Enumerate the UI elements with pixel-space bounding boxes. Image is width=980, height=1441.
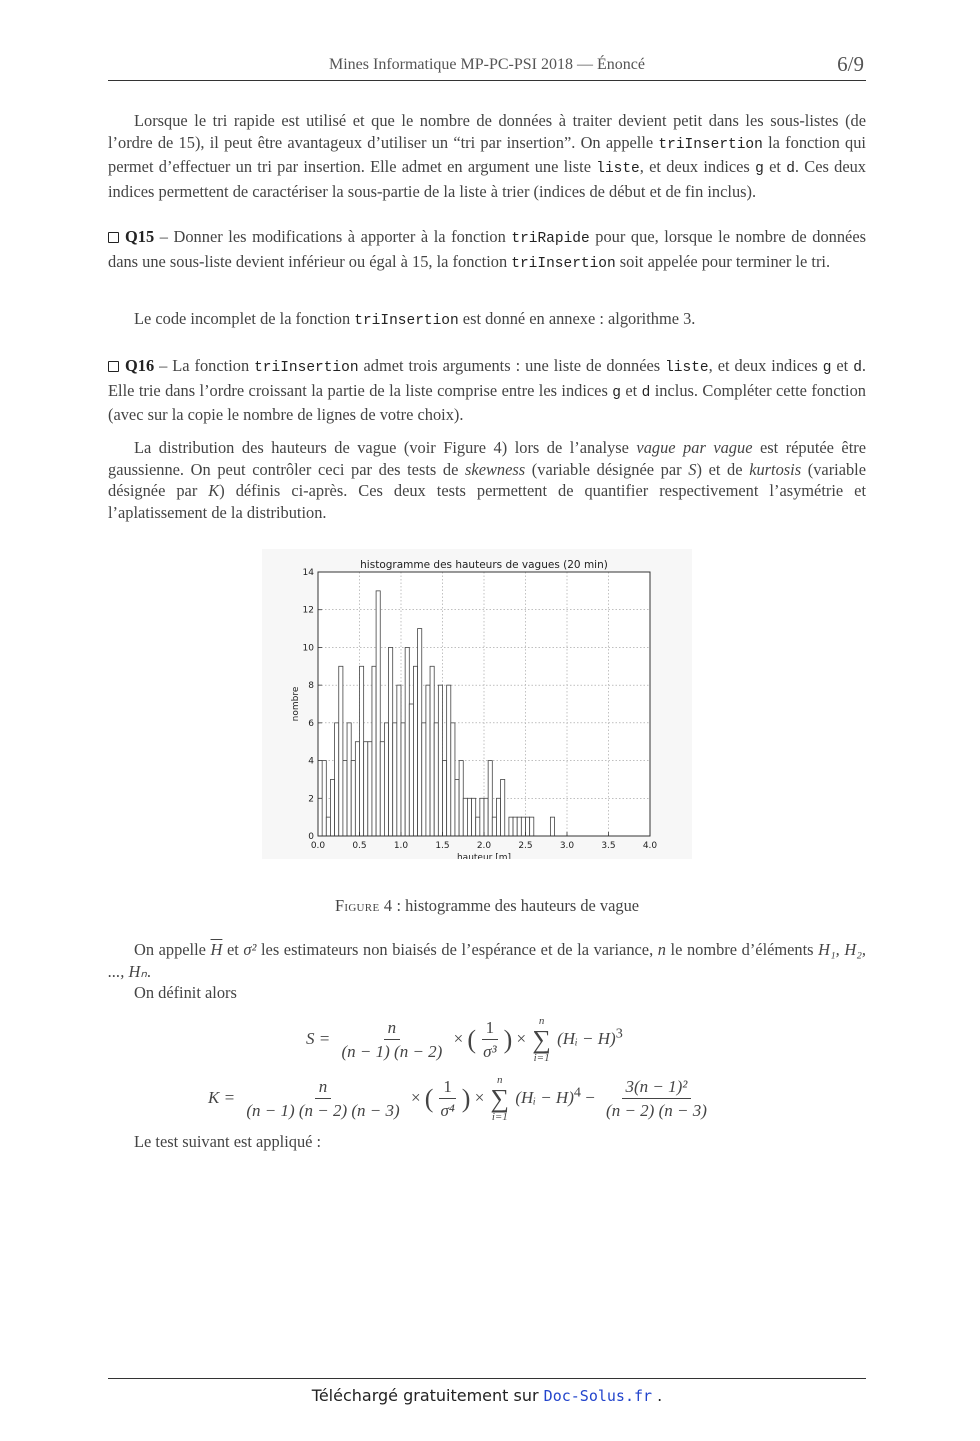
y-tick-label: 8 (308, 681, 314, 692)
exponent: 4 (573, 1084, 581, 1101)
histogram-bar (413, 666, 417, 836)
text-span: la fonction qui permet d’effectuer un tri par insertion. Elle admet en argument une liste (108, 132, 866, 177)
question-q15 (108, 226, 866, 275)
footer-text: Téléchargé gratuitement sur (311, 1386, 544, 1405)
formula-lhs: S = (306, 1028, 331, 1048)
code-span: triInsertion (254, 360, 359, 376)
paragraph-test: Le test suivant est appliqué : (134, 1132, 322, 1151)
paragraph-tri-insertion (108, 110, 866, 202)
fraction (479, 1018, 500, 1062)
histogram-bar (443, 761, 447, 836)
italic-span: vague par vague (636, 438, 753, 457)
text-span: le nombre d’éléments (665, 940, 819, 959)
histogram-bar (422, 723, 426, 836)
histogram-bar (517, 817, 521, 836)
times-symbol: × (453, 1028, 464, 1048)
code-span: g (612, 384, 621, 401)
x-tick-label: 1.5 (435, 841, 450, 851)
histogram-bar (326, 817, 330, 836)
histogram-bar (355, 742, 359, 836)
code-span: d (641, 384, 651, 401)
fraction-denominator: (n − 1) (n − 2) (341, 1042, 443, 1061)
text-span: est donné en annexe : algorithme 3. (458, 309, 696, 328)
fraction-denominator: (n − 2) (n − 3) (606, 1101, 707, 1120)
math-hbar: $\overline{H}$ (210, 940, 223, 959)
code-span: triRapide (511, 231, 590, 247)
histogram-bar (509, 817, 513, 836)
text-span: (variable désignée par (525, 459, 689, 479)
sum-upper: n (497, 1074, 503, 1086)
fraction (436, 1077, 458, 1121)
text-span: et (222, 940, 244, 959)
histogram-bar (430, 666, 434, 836)
sum-upper: n (538, 1015, 545, 1027)
figure-caption (108, 896, 866, 916)
histogram-bar (451, 723, 455, 836)
italic-span: K (208, 481, 220, 501)
summation (491, 1075, 510, 1123)
x-tick-label: 2.0 (476, 841, 492, 851)
x-tick-label: 1.0 (393, 841, 409, 851)
histogram-bar (438, 685, 442, 836)
text-span: ) et de (696, 459, 750, 479)
text-span: , et deux indices (708, 356, 823, 375)
histogram-bar (550, 817, 554, 836)
histogram-bar (376, 591, 380, 836)
text-span: ) définis ci-après. Ces deux tests permettent de quantifier respectivement l’asymétrie et l’aplatissement de la distribution. (108, 481, 866, 522)
text-span: . Elle trie dans l’ordre croissant la partie de la liste comprise entre les indices (108, 356, 866, 400)
histogram-bar (322, 761, 326, 836)
footer-divider (108, 1378, 866, 1379)
x-tick-label: 0.5 (352, 841, 367, 851)
code-span: triInsertion (658, 136, 763, 153)
caption-label: Figure 4 (334, 896, 393, 915)
histogram-bar (368, 742, 372, 836)
sigma-icon: ∑ (490, 1084, 510, 1113)
histogram-bar (463, 798, 467, 836)
code-span: d (786, 161, 795, 178)
caption-text: : histogramme des hauteurs de vague (392, 896, 640, 915)
sum-lower: i=1 (491, 1111, 508, 1123)
histogram-bar (521, 817, 525, 836)
text-span: est réputée être gaussienne. On peut contrôler ceci par des tests de (108, 438, 866, 479)
histogram-bar (351, 761, 355, 836)
fraction-numerator: n (384, 1018, 401, 1040)
histogram-bar (401, 723, 405, 836)
times-symbol: × (410, 1087, 421, 1107)
histogram-bar (409, 704, 413, 836)
exponent: 3 (615, 1025, 623, 1042)
histogram-bar (455, 779, 459, 836)
histogram-bar (347, 723, 351, 836)
text-span: Le code incomplet de la fonction (134, 309, 355, 328)
text-span: et (620, 380, 642, 400)
histogram-bar (530, 817, 534, 836)
fraction-denominator: σ³ (483, 1042, 497, 1061)
histogram-bar (480, 798, 484, 836)
page-header (108, 50, 866, 81)
checkbox-icon (108, 232, 119, 243)
text-span: et (831, 356, 854, 375)
fraction-numerator: 1 (439, 1077, 456, 1099)
sum-term: (Hᵢ − H) (557, 1028, 616, 1048)
text-span: La distribution des hauteurs de vague (voir Figure 4) lors de l’analyse (134, 438, 637, 457)
question-label: Q15 (125, 227, 155, 246)
paragraph-definition: On définit alors (134, 983, 237, 1002)
x-tick-label: 0.0 (310, 841, 326, 851)
checkbox-icon (108, 361, 119, 372)
italic-span: kurtosis (749, 459, 802, 479)
histogram-bar (360, 666, 364, 836)
histogram-bar (339, 666, 343, 836)
fraction (337, 1018, 446, 1062)
histogram-bar (488, 761, 492, 836)
histogram-bar (330, 779, 334, 836)
paren: ) (461, 1084, 471, 1113)
fraction-numerator: n (315, 1077, 332, 1099)
fraction (602, 1077, 711, 1121)
text-span: – Donner les modifications à apporter à la fonction (154, 227, 512, 246)
paragraph-estimators (108, 939, 866, 982)
header-title: Mines Informatique MP-PC-PSI 2018 — Énoncé (329, 56, 645, 73)
fraction-denominator: σ⁴ (440, 1101, 455, 1120)
chart-title: histogramme des hauteurs de vagues (20 min) (360, 559, 608, 571)
math-sigma2: σ² (243, 940, 257, 959)
code-span: triInsertion (354, 313, 459, 329)
text-span: admet trois arguments : une liste de données (358, 356, 666, 375)
text-span: Lorsque le tri rapide est utilisé et que le nombre de données à traiter devient petit dans les sous-listes (de l’ordre de 15), il peut être avantageux d’utiliser un “tri par insertion”. On appelle (108, 111, 866, 152)
histogram-bar (384, 723, 388, 836)
text-span: soit appelée pour terminer le tri. (615, 251, 831, 271)
histogram-bar (526, 817, 530, 836)
formula-kurtosis (208, 1075, 714, 1123)
formula-lhs: K = (208, 1087, 236, 1107)
italic-span: skewness (465, 459, 526, 479)
histogram-chart (262, 549, 692, 859)
text-span: et (763, 157, 787, 177)
x-tick-label: 2.5 (518, 841, 533, 851)
times-symbol: × (474, 1087, 485, 1107)
fraction-denominator: (n − 1) (n − 2) (n − 3) (246, 1101, 400, 1120)
math-n: n (657, 940, 666, 959)
x-tick-label: 4.0 (642, 841, 658, 851)
paren: ( (467, 1025, 477, 1054)
histogram-bar (501, 779, 505, 836)
text-span: . Ces deux indices permettent de caractériser la sous-partie de la liste à trier (indices de début et de fin inclus). (108, 157, 866, 201)
y-tick-label: 4 (308, 756, 314, 767)
page-number: 6/9 (837, 52, 864, 76)
text-span: les estimateurs non biaisés de l’espérance et de la variance, (256, 940, 658, 959)
histogram-bar (447, 685, 451, 836)
question-q16 (108, 355, 866, 426)
histogram-bar (496, 798, 500, 836)
question-label: Q16 (125, 356, 155, 375)
histogram-bar (476, 817, 480, 836)
paragraph-distribution (108, 437, 866, 523)
math-list: H₁, H₂, ..., Hₙ (108, 940, 866, 981)
histogram-bar (405, 647, 409, 836)
sum-lower: i=1 (533, 1052, 550, 1064)
fraction (242, 1077, 403, 1121)
histogram-bar (484, 798, 488, 836)
histogram-bar (364, 742, 368, 836)
text-span: (variable désignée par (108, 459, 866, 501)
times-symbol: × (516, 1028, 527, 1048)
histogram-bar (492, 817, 496, 836)
histogram-bar (459, 761, 463, 836)
y-tick-label: 12 (302, 605, 314, 616)
fraction-numerator: 1 (482, 1018, 499, 1040)
text-span: inclus. Compléter cette fonction (avec sur la copie le nombre de lignes de votre choix). (108, 380, 866, 425)
text-span: – La fonction (154, 356, 255, 375)
y-tick-label: 6 (308, 718, 314, 729)
page-footer (108, 1386, 866, 1405)
paragraph-annexe (108, 308, 866, 333)
italic-span: S (688, 459, 697, 479)
paren: ( (424, 1084, 434, 1113)
text-span: , et deux indices (639, 157, 756, 177)
y-tick-label: 0 (308, 832, 314, 842)
y-axis-label: nombre (291, 686, 301, 722)
text-span: pour que, lorsque le nombre de données dans une sous-liste devient inférieur ou égal à 15, la fonction (108, 227, 866, 271)
paren: ) (503, 1025, 513, 1054)
code-span: liste (596, 161, 640, 178)
text-span: . (146, 961, 151, 981)
histogram-bar (393, 723, 397, 836)
y-tick-label: 14 (302, 568, 314, 578)
histogram-bar (380, 742, 384, 836)
formula-skewness (306, 1016, 623, 1064)
fraction-numerator: 3(n − 1)² (622, 1077, 692, 1099)
code-span: g (822, 360, 832, 376)
histogram-figure (262, 549, 692, 859)
x-tick-label: 3.0 (559, 841, 575, 851)
text-span: On appelle (134, 940, 211, 959)
y-tick-label: 2 (308, 794, 314, 805)
x-tick-label: 3.5 (601, 841, 616, 851)
histogram-bar (372, 666, 376, 836)
histogram-bar (434, 723, 438, 836)
sum-term: (Hᵢ − H) (515, 1087, 574, 1107)
histogram-bar (472, 798, 476, 836)
sigma-icon: ∑ (532, 1025, 551, 1054)
code-span: triInsertion (511, 255, 616, 272)
footer-end: . (652, 1386, 663, 1405)
histogram-bar (418, 629, 422, 836)
x-axis-label: hauteur [m] (456, 853, 512, 859)
code-span: g (755, 161, 764, 178)
footer-link[interactable]: Doc-Solus.fr (543, 1387, 653, 1405)
code-span: liste (665, 360, 709, 376)
histogram-bar (343, 761, 347, 836)
y-tick-label: 10 (302, 643, 314, 654)
histogram-bar (467, 798, 471, 836)
histogram-bar (426, 685, 430, 836)
code-span: d (853, 360, 862, 376)
minus-symbol: − (585, 1087, 595, 1107)
histogram-bar (389, 647, 393, 836)
summation (532, 1016, 551, 1064)
histogram-bar (513, 817, 517, 836)
histogram-bar (335, 723, 339, 836)
histogram-bar (397, 685, 401, 836)
